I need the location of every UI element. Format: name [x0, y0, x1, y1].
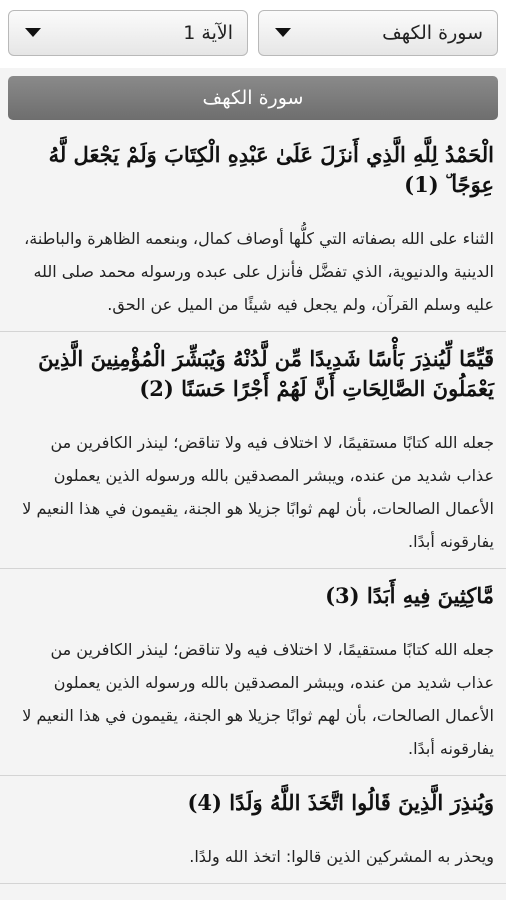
tafsir-text: جعله الله كتابًا مستقيمًا، لا اختلاف فيه ولا تناقض؛ لينذر الكافرين من عذاب شديد من عنده، ويبشر المصدقين بالله ورسوله الذين يعملون الأعمال الصالحات، بأن لهم ثوابًا جزيلا هو الجنة، يقيمون في هذا النعيم لا يفارقونه أبدًا.: [22, 640, 494, 758]
chevron-down-icon: [275, 28, 291, 37]
verse-text: وَيُنذِرَ الَّذِينَ قَالُوا اتَّخَذَ اللَّهُ وَلَدًا (4): [187, 790, 494, 815]
verse-item[interactable]: [0, 776, 506, 884]
verse-item[interactable]: [0, 128, 506, 332]
tafsir-text: الثناء على الله بصفاته التي كلُّها أوصاف كمال، وبنعمه الظاهرة والباطنة، الدينية والدنيوية، الذي تفضَّل فأنزل على عبده ورسوله محمد صلى الله عليه وسلم القرآن، ولم يجعل فيه شيئًا من الميل عن الحق.: [24, 229, 494, 314]
surah-selector-label: سورة الكهف: [382, 22, 483, 44]
surah-title-bar: سورة الكهف: [8, 76, 498, 120]
ayah-selector-label: الآية 1: [183, 22, 233, 44]
chevron-down-icon: [25, 28, 41, 37]
tafsir-text: ويحذر به المشركين الذين قالوا: اتخذ الله ولدًا.: [189, 847, 494, 866]
surah-selector[interactable]: [258, 10, 498, 56]
verse-text: الْحَمْدُ لِلَّهِ الَّذِي أَنزَلَ عَلَىٰ عَبْدِهِ الْكِتَابَ وَلَمْ يَجْعَل لَّهُ عِوَجًا ۜ (1): [48, 142, 494, 197]
verse-text: مَّاكِثِينَ فِيهِ أَبَدًا (3): [325, 583, 494, 608]
tafsir-text: جعله الله كتابًا مستقيمًا، لا اختلاف فيه ولا تناقض؛ لينذر الكافرين من عذاب شديد من عنده، ويبشر المصدقين بالله ورسوله الذين يعملون الأعمال الصالحات، بأن لهم ثوابًا جزيلا هو الجنة، يقيمون في هذا النعيم لا يفارقونه أبدًا.: [22, 433, 494, 551]
verse-item[interactable]: [0, 569, 506, 776]
verse-item[interactable]: [0, 332, 506, 569]
top-bar: [0, 0, 506, 68]
ayah-selector[interactable]: [8, 10, 248, 56]
verse-list[interactable]: [0, 128, 506, 900]
verse-text: قَيِّمًا لِّيُنذِرَ بَأْسًا شَدِيدًا مِّن لَّدُنْهُ وَيُبَشِّرَ الْمُؤْمِنِينَ الَّذِينَ يَعْمَلُونَ الصَّالِحَاتِ أَنَّ لَهُمْ أَجْرًا حَسَنًا (2): [38, 346, 494, 401]
